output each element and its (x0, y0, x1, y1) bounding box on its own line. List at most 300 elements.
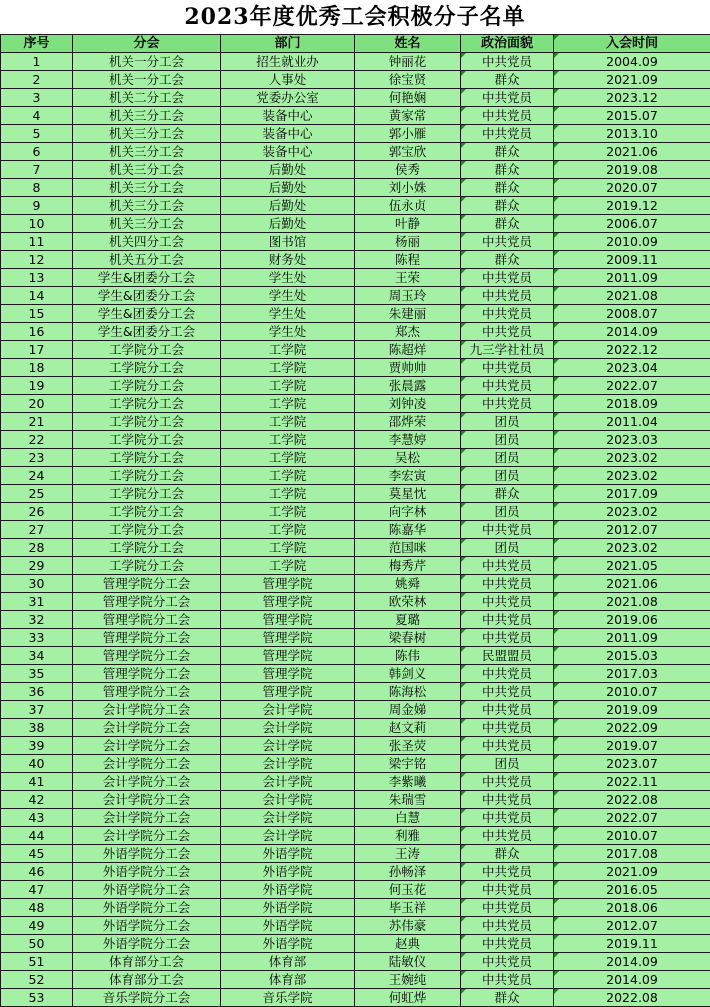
cell-department[interactable]: 工学院 (221, 431, 355, 449)
cell-index[interactable]: 18 (1, 359, 73, 377)
cell-branch[interactable]: 会计学院分工会 (73, 701, 221, 719)
cell-join-date[interactable]: 2017.09 (554, 485, 710, 503)
cell-join-date[interactable]: 2023.02 (554, 449, 710, 467)
cell-political-status[interactable]: 中共党员 (461, 359, 554, 377)
cell-branch[interactable]: 机关四分工会 (73, 233, 221, 251)
cell-branch[interactable]: 管理学院分工会 (73, 629, 221, 647)
cell-branch[interactable]: 管理学院分工会 (73, 665, 221, 683)
cell-department[interactable]: 会计学院 (221, 737, 355, 755)
cell-political-status[interactable]: 群众 (461, 485, 554, 503)
header-cell-political-status[interactable]: 政治面貌 (461, 35, 554, 53)
cell-branch[interactable]: 工学院分工会 (73, 395, 221, 413)
cell-political-status[interactable]: 群众 (461, 845, 554, 863)
cell-branch[interactable]: 工学院分工会 (73, 377, 221, 395)
cell-branch[interactable]: 机关三分工会 (73, 197, 221, 215)
cell-department[interactable]: 工学院 (221, 467, 355, 485)
cell-index[interactable]: 15 (1, 305, 73, 323)
cell-join-date[interactable]: 2014.09 (554, 323, 710, 341)
cell-name[interactable]: 郑杰 (355, 323, 461, 341)
cell-name[interactable]: 莫星忱 (355, 485, 461, 503)
cell-name[interactable]: 赵典 (355, 935, 461, 953)
header-cell-branch[interactable]: 分会 (73, 35, 221, 53)
cell-branch[interactable]: 会计学院分工会 (73, 809, 221, 827)
cell-branch[interactable]: 学生&团委分工会 (73, 269, 221, 287)
cell-join-date[interactable]: 2019.06 (554, 611, 710, 629)
cell-department[interactable]: 学生处 (221, 323, 355, 341)
cell-join-date[interactable]: 2022.08 (554, 791, 710, 809)
cell-index[interactable]: 34 (1, 647, 73, 665)
cell-branch[interactable]: 外语学院分工会 (73, 881, 221, 899)
header-cell-index[interactable]: 序号 (1, 35, 73, 53)
cell-index[interactable]: 5 (1, 125, 73, 143)
cell-join-date[interactable]: 2019.11 (554, 935, 710, 953)
cell-branch[interactable]: 会计学院分工会 (73, 737, 221, 755)
cell-political-status[interactable]: 群众 (461, 179, 554, 197)
cell-political-status[interactable]: 群众 (461, 251, 554, 269)
cell-branch[interactable]: 机关一分工会 (73, 71, 221, 89)
cell-political-status[interactable]: 中共党员 (461, 377, 554, 395)
cell-branch[interactable]: 管理学院分工会 (73, 575, 221, 593)
cell-political-status[interactable]: 中共党员 (461, 233, 554, 251)
cell-join-date[interactable]: 2021.06 (554, 143, 710, 161)
cell-name[interactable]: 陈超烊 (355, 341, 461, 359)
cell-branch[interactable]: 机关三分工会 (73, 215, 221, 233)
cell-political-status[interactable]: 中共党员 (461, 395, 554, 413)
cell-join-date[interactable]: 2021.06 (554, 575, 710, 593)
cell-join-date[interactable]: 2015.07 (554, 107, 710, 125)
cell-branch[interactable]: 会计学院分工会 (73, 827, 221, 845)
cell-department[interactable]: 音乐学院 (221, 989, 355, 1007)
cell-index[interactable]: 36 (1, 683, 73, 701)
cell-political-status[interactable]: 中共党员 (461, 323, 554, 341)
cell-index[interactable]: 50 (1, 935, 73, 953)
cell-branch[interactable]: 机关五分工会 (73, 251, 221, 269)
cell-name[interactable]: 何艳娴 (355, 89, 461, 107)
cell-join-date[interactable]: 2019.07 (554, 737, 710, 755)
cell-index[interactable]: 12 (1, 251, 73, 269)
cell-political-status[interactable]: 民盟盟员 (461, 647, 554, 665)
cell-name[interactable]: 邵烨荣 (355, 413, 461, 431)
cell-index[interactable]: 19 (1, 377, 73, 395)
cell-join-date[interactable]: 2006.07 (554, 215, 710, 233)
cell-political-status[interactable]: 中共党员 (461, 953, 554, 971)
cell-name[interactable]: 利雅 (355, 827, 461, 845)
cell-index[interactable]: 29 (1, 557, 73, 575)
cell-index[interactable]: 42 (1, 791, 73, 809)
cell-department[interactable]: 学生处 (221, 287, 355, 305)
cell-department[interactable]: 会计学院 (221, 701, 355, 719)
cell-political-status[interactable]: 中共党员 (461, 269, 554, 287)
cell-political-status[interactable]: 群众 (461, 161, 554, 179)
cell-join-date[interactable]: 2014.09 (554, 971, 710, 989)
cell-department[interactable]: 工学院 (221, 521, 355, 539)
cell-join-date[interactable]: 2023.02 (554, 503, 710, 521)
cell-political-status[interactable]: 中共党员 (461, 899, 554, 917)
cell-join-date[interactable]: 2011.09 (554, 629, 710, 647)
cell-branch[interactable]: 管理学院分工会 (73, 593, 221, 611)
cell-department[interactable]: 管理学院 (221, 593, 355, 611)
cell-political-status[interactable]: 中共党员 (461, 575, 554, 593)
cell-name[interactable]: 李紫曦 (355, 773, 461, 791)
cell-branch[interactable]: 会计学院分工会 (73, 773, 221, 791)
cell-branch[interactable]: 外语学院分工会 (73, 917, 221, 935)
cell-index[interactable]: 26 (1, 503, 73, 521)
cell-branch[interactable]: 管理学院分工会 (73, 647, 221, 665)
cell-join-date[interactable]: 2021.05 (554, 557, 710, 575)
cell-index[interactable]: 8 (1, 179, 73, 197)
cell-name[interactable]: 贾帅帅 (355, 359, 461, 377)
cell-index[interactable]: 46 (1, 863, 73, 881)
cell-join-date[interactable]: 2022.07 (554, 809, 710, 827)
cell-political-status[interactable]: 中共党员 (461, 881, 554, 899)
cell-index[interactable]: 38 (1, 719, 73, 737)
cell-political-status[interactable]: 中共党员 (461, 125, 554, 143)
cell-index[interactable]: 53 (1, 989, 73, 1007)
cell-branch[interactable]: 机关二分工会 (73, 89, 221, 107)
cell-political-status[interactable]: 群众 (461, 215, 554, 233)
cell-name[interactable]: 刘钟凌 (355, 395, 461, 413)
cell-branch[interactable]: 音乐学院分工会 (73, 989, 221, 1007)
cell-department[interactable]: 外语学院 (221, 899, 355, 917)
cell-branch[interactable]: 学生&团委分工会 (73, 305, 221, 323)
cell-name[interactable]: 陈程 (355, 251, 461, 269)
cell-branch[interactable]: 机关三分工会 (73, 143, 221, 161)
cell-department[interactable]: 外语学院 (221, 935, 355, 953)
cell-department[interactable]: 招生就业办 (221, 53, 355, 71)
cell-join-date[interactable]: 2023.02 (554, 467, 710, 485)
cell-department[interactable]: 会计学院 (221, 773, 355, 791)
cell-join-date[interactable]: 2021.08 (554, 593, 710, 611)
cell-branch[interactable]: 机关三分工会 (73, 107, 221, 125)
cell-index[interactable]: 11 (1, 233, 73, 251)
cell-department[interactable]: 工学院 (221, 377, 355, 395)
cell-join-date[interactable]: 2022.08 (554, 989, 710, 1007)
cell-join-date[interactable]: 2020.07 (554, 179, 710, 197)
cell-name[interactable]: 梁春树 (355, 629, 461, 647)
cell-name[interactable]: 韩剑义 (355, 665, 461, 683)
cell-department[interactable]: 工学院 (221, 413, 355, 431)
cell-department[interactable]: 图书馆 (221, 233, 355, 251)
cell-political-status[interactable]: 中共党员 (461, 611, 554, 629)
cell-political-status[interactable]: 团员 (461, 539, 554, 557)
cell-political-status[interactable]: 中共党员 (461, 701, 554, 719)
cell-index[interactable]: 41 (1, 773, 73, 791)
cell-political-status[interactable]: 团员 (461, 755, 554, 773)
cell-branch[interactable]: 工学院分工会 (73, 413, 221, 431)
cell-branch[interactable]: 工学院分工会 (73, 503, 221, 521)
cell-department[interactable]: 管理学院 (221, 575, 355, 593)
cell-index[interactable]: 43 (1, 809, 73, 827)
cell-department[interactable]: 党委办公室 (221, 89, 355, 107)
cell-index[interactable]: 48 (1, 899, 73, 917)
cell-name[interactable]: 叶静 (355, 215, 461, 233)
cell-join-date[interactable]: 2023.03 (554, 431, 710, 449)
cell-join-date[interactable]: 2010.07 (554, 683, 710, 701)
cell-index[interactable]: 37 (1, 701, 73, 719)
cell-political-status[interactable]: 团员 (461, 449, 554, 467)
cell-join-date[interactable]: 2022.09 (554, 719, 710, 737)
cell-branch[interactable]: 学生&团委分工会 (73, 287, 221, 305)
cell-political-status[interactable]: 中共党员 (461, 53, 554, 71)
cell-political-status[interactable]: 团员 (461, 431, 554, 449)
cell-join-date[interactable]: 2018.09 (554, 395, 710, 413)
cell-join-date[interactable]: 2013.10 (554, 125, 710, 143)
cell-join-date[interactable]: 2004.09 (554, 53, 710, 71)
cell-name[interactable]: 王荣 (355, 269, 461, 287)
cell-index[interactable]: 25 (1, 485, 73, 503)
cell-branch[interactable]: 机关三分工会 (73, 179, 221, 197)
cell-branch[interactable]: 工学院分工会 (73, 431, 221, 449)
cell-department[interactable]: 会计学院 (221, 755, 355, 773)
cell-index[interactable]: 47 (1, 881, 73, 899)
cell-name[interactable]: 赵文莉 (355, 719, 461, 737)
cell-branch[interactable]: 体育部分工会 (73, 971, 221, 989)
cell-branch[interactable]: 管理学院分工会 (73, 611, 221, 629)
cell-name[interactable]: 范国咪 (355, 539, 461, 557)
cell-join-date[interactable]: 2009.11 (554, 251, 710, 269)
cell-join-date[interactable]: 2023.02 (554, 539, 710, 557)
cell-join-date[interactable]: 2008.07 (554, 305, 710, 323)
cell-name[interactable]: 郭小雁 (355, 125, 461, 143)
cell-name[interactable]: 李慧婷 (355, 431, 461, 449)
cell-index[interactable]: 40 (1, 755, 73, 773)
cell-join-date[interactable]: 2023.04 (554, 359, 710, 377)
cell-join-date[interactable]: 2023.12 (554, 89, 710, 107)
cell-political-status[interactable]: 中共党员 (461, 737, 554, 755)
cell-name[interactable]: 钟丽花 (355, 53, 461, 71)
cell-department[interactable]: 后勤处 (221, 197, 355, 215)
cell-branch[interactable]: 工学院分工会 (73, 557, 221, 575)
cell-branch[interactable]: 体育部分工会 (73, 953, 221, 971)
cell-department[interactable]: 财务处 (221, 251, 355, 269)
cell-name[interactable]: 王涛 (355, 845, 461, 863)
cell-department[interactable]: 外语学院 (221, 863, 355, 881)
cell-department[interactable]: 工学院 (221, 503, 355, 521)
cell-index[interactable]: 4 (1, 107, 73, 125)
cell-department[interactable]: 外语学院 (221, 881, 355, 899)
cell-branch[interactable]: 机关三分工会 (73, 161, 221, 179)
cell-name[interactable]: 刘小姝 (355, 179, 461, 197)
cell-name[interactable]: 毕玉祥 (355, 899, 461, 917)
cell-branch[interactable]: 工学院分工会 (73, 467, 221, 485)
cell-name[interactable]: 朱建丽 (355, 305, 461, 323)
cell-index[interactable]: 2 (1, 71, 73, 89)
cell-index[interactable]: 16 (1, 323, 73, 341)
cell-political-status[interactable]: 团员 (461, 413, 554, 431)
cell-index[interactable]: 9 (1, 197, 73, 215)
cell-department[interactable]: 工学院 (221, 557, 355, 575)
cell-department[interactable]: 工学院 (221, 449, 355, 467)
cell-name[interactable]: 黄家常 (355, 107, 461, 125)
cell-branch[interactable]: 会计学院分工会 (73, 791, 221, 809)
cell-political-status[interactable]: 中共党员 (461, 305, 554, 323)
cell-index[interactable]: 31 (1, 593, 73, 611)
cell-political-status[interactable]: 群众 (461, 71, 554, 89)
cell-join-date[interactable]: 2017.03 (554, 665, 710, 683)
cell-name[interactable]: 梁宇铭 (355, 755, 461, 773)
cell-join-date[interactable]: 2021.08 (554, 287, 710, 305)
cell-department[interactable]: 体育部 (221, 971, 355, 989)
cell-join-date[interactable]: 2023.07 (554, 755, 710, 773)
header-cell-name[interactable]: 姓名 (355, 35, 461, 53)
cell-name[interactable]: 李宏寅 (355, 467, 461, 485)
cell-branch[interactable]: 管理学院分工会 (73, 683, 221, 701)
cell-name[interactable]: 张圣荧 (355, 737, 461, 755)
cell-index[interactable]: 44 (1, 827, 73, 845)
cell-political-status[interactable]: 团员 (461, 503, 554, 521)
cell-name[interactable]: 吴松 (355, 449, 461, 467)
cell-department[interactable]: 工学院 (221, 341, 355, 359)
cell-political-status[interactable]: 中共党员 (461, 593, 554, 611)
cell-index[interactable]: 22 (1, 431, 73, 449)
cell-department[interactable]: 外语学院 (221, 917, 355, 935)
cell-department[interactable]: 学生处 (221, 269, 355, 287)
cell-join-date[interactable]: 2011.09 (554, 269, 710, 287)
cell-name[interactable]: 陈伟 (355, 647, 461, 665)
cell-political-status[interactable]: 中共党员 (461, 89, 554, 107)
cell-branch[interactable]: 工学院分工会 (73, 539, 221, 557)
cell-department[interactable]: 会计学院 (221, 719, 355, 737)
cell-join-date[interactable]: 2012.07 (554, 521, 710, 539)
cell-index[interactable]: 28 (1, 539, 73, 557)
cell-department[interactable]: 工学院 (221, 485, 355, 503)
cell-index[interactable]: 14 (1, 287, 73, 305)
cell-department[interactable]: 工学院 (221, 539, 355, 557)
cell-political-status[interactable]: 中共党员 (461, 809, 554, 827)
cell-department[interactable]: 装备中心 (221, 143, 355, 161)
cell-political-status[interactable]: 中共党员 (461, 791, 554, 809)
cell-department[interactable]: 会计学院 (221, 791, 355, 809)
cell-index[interactable]: 3 (1, 89, 73, 107)
cell-political-status[interactable]: 群众 (461, 143, 554, 161)
cell-political-status[interactable]: 中共党员 (461, 107, 554, 125)
cell-name[interactable]: 陆敏仪 (355, 953, 461, 971)
cell-join-date[interactable]: 2022.11 (554, 773, 710, 791)
header-cell-department[interactable]: 部门 (221, 35, 355, 53)
cell-join-date[interactable]: 2014.09 (554, 953, 710, 971)
cell-index[interactable]: 13 (1, 269, 73, 287)
cell-branch[interactable]: 外语学院分工会 (73, 863, 221, 881)
cell-name[interactable]: 郭宝欣 (355, 143, 461, 161)
cell-branch[interactable]: 学生&团委分工会 (73, 323, 221, 341)
cell-department[interactable]: 体育部 (221, 953, 355, 971)
cell-name[interactable]: 梅秀芹 (355, 557, 461, 575)
cell-department[interactable]: 工学院 (221, 359, 355, 377)
cell-join-date[interactable]: 2017.08 (554, 845, 710, 863)
cell-branch[interactable]: 机关一分工会 (73, 53, 221, 71)
cell-name[interactable]: 白慧 (355, 809, 461, 827)
cell-political-status[interactable]: 中共党员 (461, 917, 554, 935)
cell-join-date[interactable]: 2019.08 (554, 161, 710, 179)
cell-index[interactable]: 27 (1, 521, 73, 539)
cell-political-status[interactable]: 群众 (461, 197, 554, 215)
cell-political-status[interactable]: 九三学社社员 (461, 341, 554, 359)
cell-name[interactable]: 张晨露 (355, 377, 461, 395)
cell-name[interactable]: 周金娣 (355, 701, 461, 719)
cell-name[interactable]: 欧荣林 (355, 593, 461, 611)
cell-department[interactable]: 外语学院 (221, 845, 355, 863)
cell-index[interactable]: 52 (1, 971, 73, 989)
cell-department[interactable]: 会计学院 (221, 827, 355, 845)
cell-branch[interactable]: 工学院分工会 (73, 359, 221, 377)
cell-department[interactable]: 管理学院 (221, 683, 355, 701)
cell-branch[interactable]: 工学院分工会 (73, 521, 221, 539)
cell-name[interactable]: 周玉玲 (355, 287, 461, 305)
header-cell-join-date[interactable]: 入会时间 (554, 35, 710, 53)
cell-branch[interactable]: 会计学院分工会 (73, 755, 221, 773)
cell-political-status[interactable]: 团员 (461, 467, 554, 485)
cell-join-date[interactable]: 2019.12 (554, 197, 710, 215)
cell-department[interactable]: 后勤处 (221, 161, 355, 179)
cell-join-date[interactable]: 2016.05 (554, 881, 710, 899)
cell-branch[interactable]: 工学院分工会 (73, 341, 221, 359)
cell-join-date[interactable]: 2021.09 (554, 863, 710, 881)
cell-political-status[interactable]: 中共党员 (461, 665, 554, 683)
cell-name[interactable]: 徐宝贤 (355, 71, 461, 89)
cell-join-date[interactable]: 2022.07 (554, 377, 710, 395)
cell-branch[interactable]: 外语学院分工会 (73, 935, 221, 953)
cell-index[interactable]: 6 (1, 143, 73, 161)
cell-index[interactable]: 33 (1, 629, 73, 647)
cell-name[interactable]: 姚舜 (355, 575, 461, 593)
cell-political-status[interactable]: 中共党员 (461, 287, 554, 305)
cell-branch[interactable]: 机关三分工会 (73, 125, 221, 143)
cell-department[interactable]: 会计学院 (221, 809, 355, 827)
cell-index[interactable]: 35 (1, 665, 73, 683)
cell-name[interactable]: 伍永贞 (355, 197, 461, 215)
cell-join-date[interactable]: 2021.09 (554, 71, 710, 89)
cell-name[interactable]: 陈海松 (355, 683, 461, 701)
cell-political-status[interactable]: 中共党员 (461, 863, 554, 881)
cell-index[interactable]: 7 (1, 161, 73, 179)
cell-political-status[interactable]: 中共党员 (461, 773, 554, 791)
cell-index[interactable]: 10 (1, 215, 73, 233)
cell-index[interactable]: 24 (1, 467, 73, 485)
cell-name[interactable]: 侯秀 (355, 161, 461, 179)
cell-join-date[interactable]: 2019.09 (554, 701, 710, 719)
cell-index[interactable]: 20 (1, 395, 73, 413)
cell-index[interactable]: 23 (1, 449, 73, 467)
cell-political-status[interactable]: 中共党员 (461, 557, 554, 575)
cell-department[interactable]: 管理学院 (221, 647, 355, 665)
cell-political-status[interactable]: 群众 (461, 989, 554, 1007)
cell-name[interactable]: 孙畅泽 (355, 863, 461, 881)
cell-department[interactable]: 后勤处 (221, 179, 355, 197)
cell-department[interactable]: 管理学院 (221, 611, 355, 629)
cell-index[interactable]: 17 (1, 341, 73, 359)
cell-department[interactable]: 学生处 (221, 305, 355, 323)
cell-department[interactable]: 装备中心 (221, 107, 355, 125)
cell-department[interactable]: 装备中心 (221, 125, 355, 143)
cell-index[interactable]: 49 (1, 917, 73, 935)
cell-branch[interactable]: 外语学院分工会 (73, 845, 221, 863)
cell-index[interactable]: 1 (1, 53, 73, 71)
cell-political-status[interactable]: 中共党员 (461, 629, 554, 647)
cell-name[interactable]: 何玉花 (355, 881, 461, 899)
cell-name[interactable]: 苏伟豪 (355, 917, 461, 935)
cell-name[interactable]: 向字林 (355, 503, 461, 521)
cell-index[interactable]: 30 (1, 575, 73, 593)
cell-department[interactable]: 后勤处 (221, 215, 355, 233)
cell-political-status[interactable]: 中共党员 (461, 827, 554, 845)
cell-department[interactable]: 管理学院 (221, 629, 355, 647)
cell-name[interactable]: 朱瑞雪 (355, 791, 461, 809)
cell-branch[interactable]: 工学院分工会 (73, 449, 221, 467)
cell-name[interactable]: 王婉纯 (355, 971, 461, 989)
cell-join-date[interactable]: 2010.07 (554, 827, 710, 845)
cell-political-status[interactable]: 中共党员 (461, 971, 554, 989)
cell-name[interactable]: 陈嘉华 (355, 521, 461, 539)
